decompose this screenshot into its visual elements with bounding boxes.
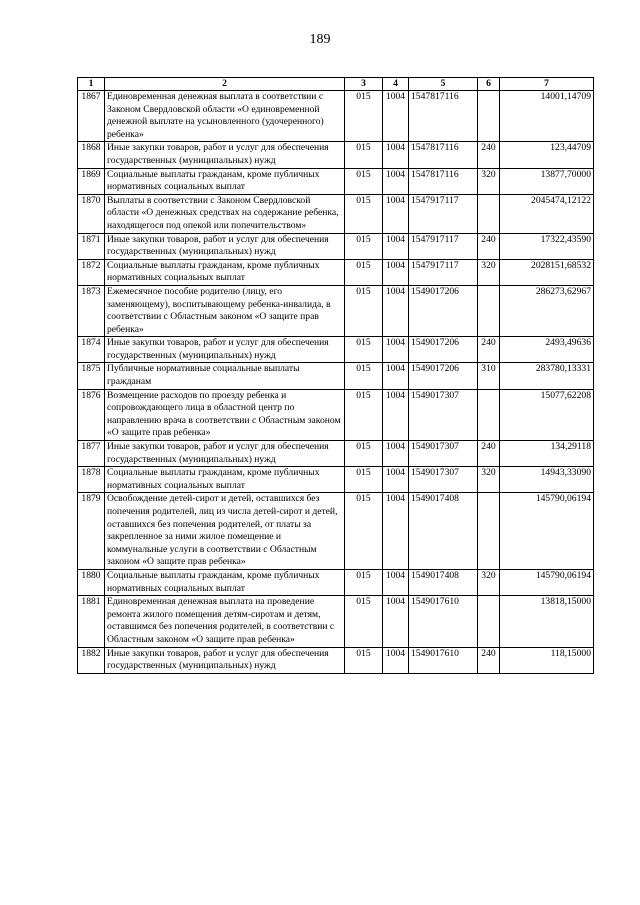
row-department-code: 015 [345,142,383,168]
row-expense-type: 240 [478,142,500,168]
row-department-code: 015 [345,596,383,647]
row-number: 1868 [78,142,105,168]
row-description: Возмещение расходов по проезду ребенка и сопровождающего лица в областной центр по направлению врача в соответствии с Областным законом «О защите прав ребенка» [105,389,345,440]
row-amount: 118,15000 [500,647,594,673]
row-expense-type: 240 [478,337,500,363]
row-section-code: 1004 [383,647,409,673]
row-target-article: 1549017610 [409,596,478,647]
row-target-article: 1547917117 [409,233,478,259]
row-section-code: 1004 [383,285,409,336]
table-row [78,363,594,389]
row-amount: 283780,13331 [500,363,594,389]
row-description: Публичные нормативные социальные выплаты гражданам [105,363,345,389]
table-row [78,142,594,168]
row-description: Иные закупки товаров, работ и услуг для обеспечения государственных (муниципальных) нужд [105,142,345,168]
row-section-code: 1004 [383,363,409,389]
row-number: 1870 [78,194,105,233]
table-row [78,259,594,285]
row-expense-type: 320 [478,569,500,595]
table-row [78,337,594,363]
page-number: 189 [309,32,331,47]
row-expense-type: 320 [478,467,500,493]
row-number: 1878 [78,467,105,493]
row-department-code: 015 [345,91,383,142]
row-description: Освобождение детей-сирот и детей, оставшихся без попечения родителей, лиц из числа детей-сирот и детей, оставшихся без попечения родителей, от платы за закрепленное за ними жилое помещение и коммунальные услуги в соответствии с Областным законом «О защите прав ребенка» [105,493,345,570]
row-description: Иные закупки товаров, работ и услуг для обеспечения государственных (муниципальных) нужд [105,647,345,673]
row-department-code: 015 [345,467,383,493]
row-section-code: 1004 [383,467,409,493]
row-amount: 286273,62967 [500,285,594,336]
row-department-code: 015 [345,168,383,194]
column-header: 3 [345,78,383,91]
row-number: 1875 [78,363,105,389]
row-target-article: 1547817116 [409,168,478,194]
table-row [78,441,594,467]
row-amount: 2493,49636 [500,337,594,363]
row-description: Единовременная денежная выплата в соответствии с Законом Свердловской области «О единовременной денежной выплате на усыновленного (удочеренного) ребенка» [105,91,345,142]
table-row [78,569,594,595]
row-section-code: 1004 [383,337,409,363]
row-department-code: 015 [345,569,383,595]
row-expense-type [478,194,500,233]
table-row [78,168,594,194]
row-department-code: 015 [345,259,383,285]
row-expense-type [478,91,500,142]
row-department-code: 015 [345,337,383,363]
row-target-article: 1547817116 [409,91,478,142]
row-number: 1872 [78,259,105,285]
row-section-code: 1004 [383,493,409,570]
column-header: 1 [78,78,105,91]
column-header: 5 [409,78,478,91]
row-number: 1882 [78,647,105,673]
row-department-code: 015 [345,389,383,440]
table-row [78,647,594,673]
row-expense-type [478,596,500,647]
row-section-code: 1004 [383,389,409,440]
row-number: 1877 [78,441,105,467]
row-section-code: 1004 [383,194,409,233]
table-row [78,389,594,440]
row-target-article: 1549017610 [409,647,478,673]
row-department-code: 015 [345,493,383,570]
row-amount: 2028151,68532 [500,259,594,285]
table-row [78,91,594,142]
row-amount: 2045474,12122 [500,194,594,233]
table-row [78,194,594,233]
row-expense-type: 310 [478,363,500,389]
row-expense-type: 240 [478,441,500,467]
table-row [78,467,594,493]
row-department-code: 015 [345,194,383,233]
row-description: Иные закупки товаров, работ и услуг для обеспечения государственных (муниципальных) нужд [105,441,345,467]
row-amount: 14001,14709 [500,91,594,142]
row-description: Социальные выплаты гражданам, кроме публичных нормативных социальных выплат [105,259,345,285]
row-target-article: 1549017307 [409,389,478,440]
row-expense-type: 240 [478,233,500,259]
row-expense-type: 320 [478,168,500,194]
row-expense-type [478,493,500,570]
row-amount: 13818,15000 [500,596,594,647]
row-department-code: 015 [345,233,383,259]
row-department-code: 015 [345,363,383,389]
row-amount: 14943,33090 [500,467,594,493]
table-header-row [78,78,594,91]
row-target-article: 1549017206 [409,337,478,363]
table-row [78,596,594,647]
row-department-code: 015 [345,285,383,336]
row-target-article: 1547917117 [409,259,478,285]
table-row [78,233,594,259]
table-row [78,493,594,570]
row-section-code: 1004 [383,259,409,285]
row-target-article: 1549017408 [409,493,478,570]
row-target-article: 1549017307 [409,467,478,493]
row-number: 1867 [78,91,105,142]
row-number: 1880 [78,569,105,595]
row-expense-type: 320 [478,259,500,285]
row-section-code: 1004 [383,168,409,194]
row-target-article: 1547817116 [409,142,478,168]
row-description: Социальные выплаты гражданам, кроме публичных нормативных социальных выплат [105,168,345,194]
row-number: 1871 [78,233,105,259]
row-section-code: 1004 [383,142,409,168]
column-header: 4 [383,78,409,91]
row-target-article: 1549017206 [409,285,478,336]
table-row [78,285,594,336]
row-number: 1874 [78,337,105,363]
column-header: 7 [500,78,594,91]
row-section-code: 1004 [383,91,409,142]
row-amount: 145790,06194 [500,493,594,570]
row-amount: 145790,06194 [500,569,594,595]
row-number: 1879 [78,493,105,570]
row-expense-type [478,285,500,336]
row-description: Социальные выплаты гражданам, кроме публичных нормативных социальных выплат [105,467,345,493]
row-description: Иные закупки товаров, работ и услуг для обеспечения государственных (муниципальных) нужд [105,233,345,259]
row-section-code: 1004 [383,233,409,259]
row-number: 1873 [78,285,105,336]
row-target-article: 1549017307 [409,441,478,467]
row-description: Иные закупки товаров, работ и услуг для обеспечения государственных (муниципальных) нужд [105,337,345,363]
row-amount: 13877,70000 [500,168,594,194]
row-section-code: 1004 [383,596,409,647]
row-expense-type: 240 [478,647,500,673]
row-description: Социальные выплаты гражданам, кроме публичных нормативных социальных выплат [105,569,345,595]
column-header: 6 [478,78,500,91]
row-description: Ежемесячное пособие родителю (лицу, его заменяющему), воспитывающему ребенка-инвалида, в соответствии с Областным законом «О защите прав ребенка» [105,285,345,336]
row-description: Единовременная денежная выплата на проведение ремонта жилого помещения детям-сиротам и детям, оставшимся без попечения родителей, в соответствии с Областным законом «О защите прав ребенка» [105,596,345,647]
row-target-article: 1547917117 [409,194,478,233]
row-section-code: 1004 [383,441,409,467]
row-department-code: 015 [345,441,383,467]
row-target-article: 1549017408 [409,569,478,595]
row-department-code: 015 [345,647,383,673]
column-header: 2 [105,78,345,91]
row-section-code: 1004 [383,569,409,595]
budget-table [77,77,594,674]
row-description: Выплаты в соответствии с Законом Свердловской области «О денежных средствах на содержание ребенка, находящегося под опекой или попечительством» [105,194,345,233]
row-amount: 15077,62208 [500,389,594,440]
row-amount: 123,44709 [500,142,594,168]
row-expense-type [478,389,500,440]
row-target-article: 1549017206 [409,363,478,389]
row-number: 1876 [78,389,105,440]
row-number: 1869 [78,168,105,194]
row-number: 1881 [78,596,105,647]
row-amount: 17322,43590 [500,233,594,259]
row-amount: 134,29118 [500,441,594,467]
